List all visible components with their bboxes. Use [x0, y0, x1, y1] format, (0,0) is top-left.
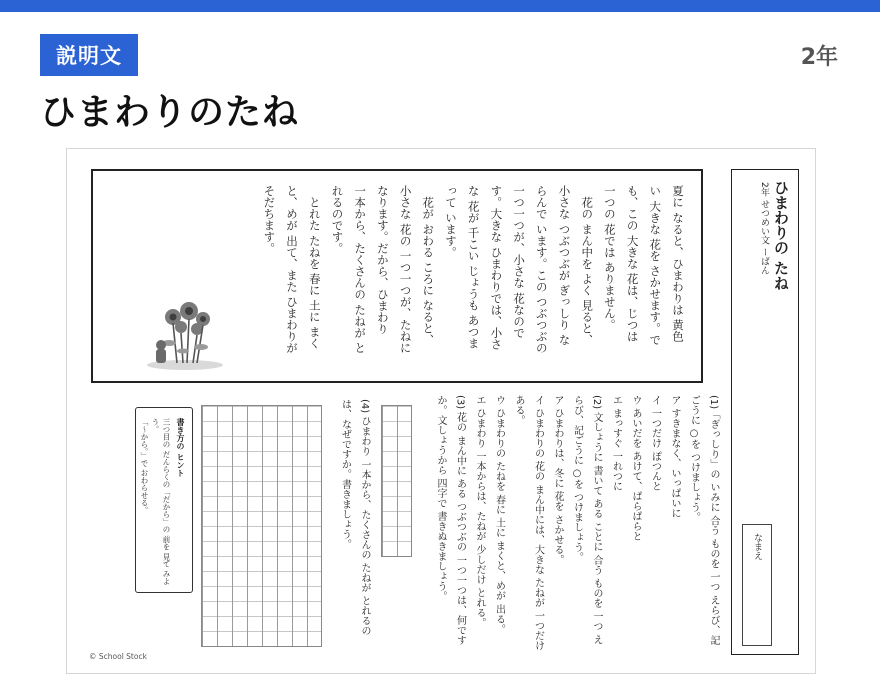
copyright-label: © School Stock	[89, 652, 147, 661]
worksheet-subtitle: 2年 せつめい文 ーばん	[759, 182, 769, 275]
worksheet-header-box	[731, 169, 799, 655]
worksheet-title: ひまわりの たね	[772, 180, 790, 291]
top-accent-bar	[0, 0, 880, 12]
question4-text: (4) ひまわり 一本から、たくさんの たねが とれるの は、なぜですか。書きましょう。	[339, 399, 370, 636]
worksheet-preview[interactable]	[66, 148, 816, 674]
page-title: ひまわりのたね	[40, 92, 300, 133]
answer-grid-q4[interactable]	[201, 405, 322, 647]
hint-box	[135, 407, 193, 593]
name-label: なまえ	[752, 533, 762, 560]
questions-text: (1)「ぎっしり」の いみに 合う ものを 一つ えらび、記 ごうに ○を つけましょう。 ア すきまなく、いっぱいに イ 一つだけ ぽつんと ウ あいだを あけて、ぱらぱらと エ まっすぐ 一れつに (2) 文しょうに 書いて ある ことに 合う ものを 一つ え らび、記ごうに ○を つけましょう。 ア ひまわりは、冬に 花を さかせる。 イ ひまわりの 花の まん中には、大きな たねが 一つだけ ある。 ウ ひまわりの たねを 春に 土に まくと、めが 出る。 エ ひまわり 一本からは、たねが 少しだけ とれる。 (3) 花の まん中に ある つぶつぶの 一つ一つは、何です か。文しょうから 四字で 書きぬきましょう。	[435, 395, 719, 651]
sunflower-illustration	[143, 299, 233, 371]
hint-text: 三つ目の だんらくの「だから」の 前を 見て みよう。 「〜から。」で おわらせる。	[140, 418, 171, 586]
answer-grid-q3[interactable]	[381, 405, 412, 557]
story-passage-box	[91, 169, 703, 383]
story-text: 夏に なると、ひまわりは 黄色 い 大きな 花を さかせます。で も、この 大きな 花は、じつは 一つの 花では ありません。 花の まん中を よく 見ると、 小さな つぶつぶが ぎっしり な らんで います。この つぶつぶの 一つ一つが、小さな 花なので す。大きな ひまわりでは、小さ な 花が 千こい じょうも あつま って います。 花が おわる ころに なると、 小さな 花の 一つ一つが、たねに なります。だから、ひまわり 一本から、たくさんの たねが と れるのです。 とれた たねを 春に 土に まく と、めが 出て、また ひまわりが そだちます。	[262, 185, 685, 354]
hint-title: 書き方の ヒント	[176, 418, 185, 477]
content-card	[0, 12, 880, 700]
category-badge: 説明文	[40, 34, 138, 76]
name-field-box	[742, 524, 772, 646]
grade-label: 2年	[800, 45, 838, 70]
